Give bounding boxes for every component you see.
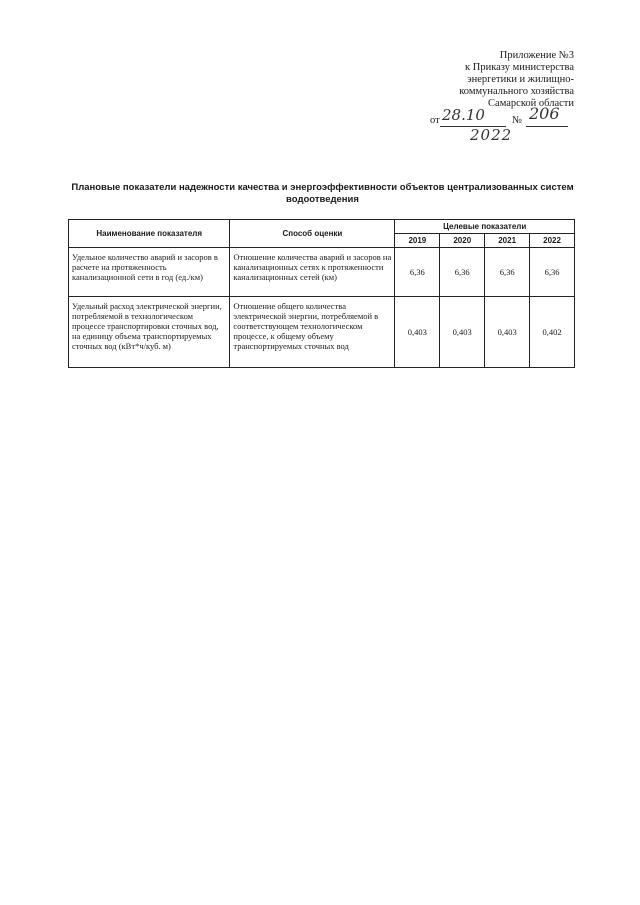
document-title [70,182,575,206]
value-cell: 0,403 [485,297,530,368]
header-year: 2020 [440,234,485,248]
method-cell: Отношение общего количества электрической энергии, потребляемой в соответствующем технологическом процессе, к общему объему транспортируемых сточных вод [230,297,395,368]
indicator-name-cell: Удельный расход электрической энергии, потребляемой в технологическом процессе транспортировки сточных вод, на единицу объема транспортируемых сточных вод (кВт*ч/куб. м) [69,297,230,368]
handwritten-year: 2022 [470,126,513,144]
indicators-table [68,219,575,368]
value-cell: 6,36 [395,248,440,297]
appendix-ministry-cont: коммунального хозяйства [459,86,574,97]
indicator-name-cell: Удельное количество аварий и засоров в расчете на протяженность канализационной сети в год (ед./км) [69,248,230,297]
handwritten-order-number: 206 [529,104,560,123]
value-cell: 0,403 [395,297,440,368]
number-underline [526,126,568,127]
appendix-order-ref: к Приказу министерства [465,62,574,73]
value-cell: 6,36 [530,248,575,297]
value-cell: 6,36 [440,248,485,297]
header-method: Способ оценки [230,220,395,248]
from-label: от [430,115,440,126]
appendix-ministry: энергетики и жилищно- [467,74,574,85]
header-indicator-name: Наименование показателя [69,220,230,248]
value-cell: 6,36 [485,248,530,297]
header-year: 2021 [485,234,530,248]
header-year: 2022 [530,234,575,248]
order-appendix-header [354,50,574,133]
title-line-1: Плановые показатели надежности качества и энергоэффективности объектов централизованных систем [71,182,574,193]
handwritten-date: 28.10 [442,106,485,124]
number-label: № [512,115,523,126]
appendix-number: Приложение №3 [499,50,574,61]
table-row [69,297,575,368]
title-line-2: водоотведения [286,194,359,205]
method-cell: Отношение количества аварий и засоров на канализационных сетях к протяженности канализационных сетей (км) [230,248,395,297]
value-cell: 0,403 [440,297,485,368]
table-row [69,248,575,297]
order-date-number-line [354,104,574,133]
value-cell: 0,402 [530,297,575,368]
appendix-region: Самарской области [488,98,574,109]
header-year: 2019 [395,234,440,248]
header-targets: Целевые показатели [395,220,575,234]
table-header-row [69,220,575,234]
